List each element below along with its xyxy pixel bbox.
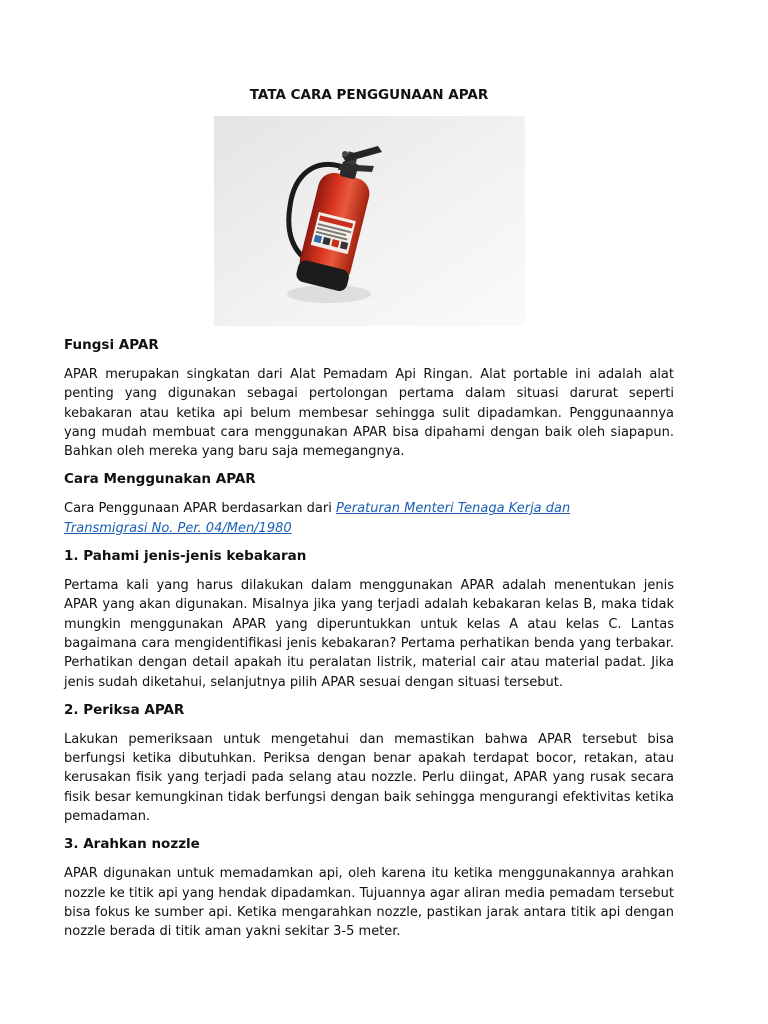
section-body-step1: Pertama kali yang harus dilakukan dalam menggunakan APAR adalah menentukan jenis APAR yang akan digunakan. Misalnya jika yang terjadi adalah kebakaran kelas B, maka tidak mungkin menggunakan APAR yang diperuntukkan untuk kelas A atau kelas C. Lantas bagaimana cara mengidentifikasi jenis kebakaran? Pertama perhatikan benda yang terbakar. Perhatikan dengan detail apakah itu peralatan listrik, material cair atau material padat. Jika jenis sudah diketahui, selanjutnya pilih APAR sesuai dengan situasi tersebut. <box>64 578 674 690</box>
fire-extinguisher-image <box>214 116 525 326</box>
section-heading-cara: Cara Menggunakan APAR <box>64 471 256 488</box>
section-heading-step2: 2. Periksa APAR <box>64 701 185 718</box>
regulation-link-line1[interactable]: Peraturan Menteri Tenaga Kerja dan <box>335 501 571 517</box>
section-body-step3: APAR digunakan untuk memadamkan api, oleh karena itu ketika menggunakannya arahkan nozzle ke titik api yang hendak dipadamkan. Tujuannya agar aliran media pemadam tersebut bisa fokus ke sumber api. Ketika mengarahkan nozzle, pastikan jarak antara titik api dengan nozzle berada di titik aman yakni sekitar 3-5 meter. <box>64 866 674 940</box>
section-body-step2: Lakukan pemeriksaan untuk mengetahui dan memastikan bahwa APAR tersebut bisa berfungsi ketika dibutuhkan. Periksa dengan benar apakah terdapat bocor, retakan, atau kerusakan fisik yang terjadi pada selang atau nozzle. Perlu diingat, APAR yang rusak secara fisik besar kemungkinan tidak berfungsi dengan baik sehingga mengurangi efektivitas ketika pemadaman. <box>64 731 674 825</box>
document-content <box>64 336 674 951</box>
document-title: TATA CARA PENGGUNAAN APAR <box>249 87 489 103</box>
section-heading-step1: 1. Pahami jenis-jenis kebakaran <box>64 548 307 565</box>
cara-intro-text: Cara Penggunaan APAR berdasarkan dari <box>64 501 336 517</box>
section-body-fungsi: APAR merupakan singkatan dari Alat Pemadam Api Ringan. Alat portable ini adalah alat penting yang digunakan sebagai pertolongan pertama dalam situasi darurat seperti kebakaran atau ketika api belum membesar sehingga sulit dipadamkan. Penggunaannya yang mudah membuat cara menggunakan APAR bisa dipahami dengan baik oleh siapapun. Bahkan oleh mereka yang baru saja memegangnya. <box>64 367 674 460</box>
section-heading-step3: 3. Arahkan nozzle <box>64 836 200 853</box>
section-body-cara <box>64 499 674 538</box>
regulation-link-line2[interactable]: Transmigrasi No. Per. 04/Men/1980 <box>64 520 292 536</box>
section-heading-fungsi: Fungsi APAR <box>64 337 159 353</box>
